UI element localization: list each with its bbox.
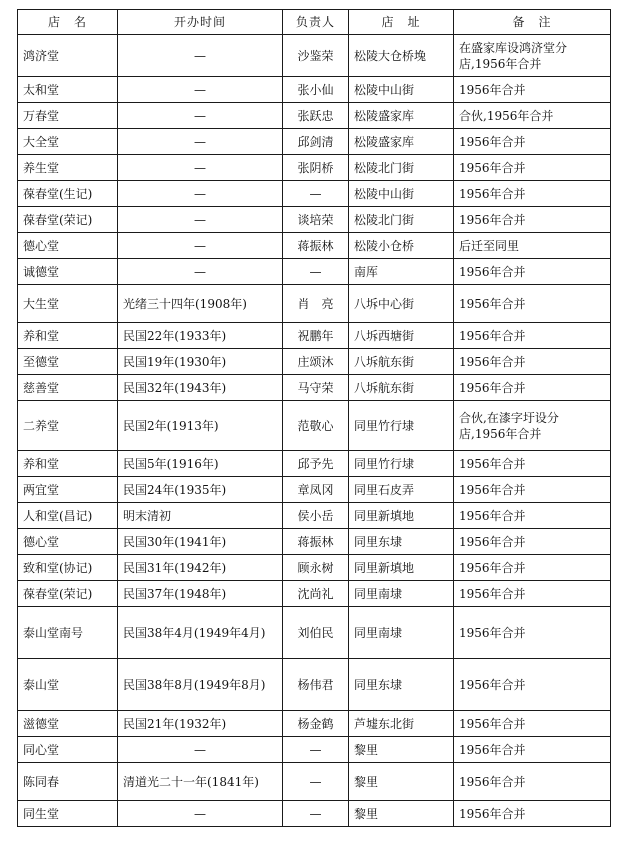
- cell-person: 马守荣: [283, 375, 349, 401]
- table-row: [18, 801, 611, 827]
- cell-person: 顾永树: [283, 555, 349, 581]
- cell-note: 在盛家库设鸿济堂分店,1956年合并: [454, 35, 611, 77]
- cell-name: 葆春堂(荣记): [18, 581, 118, 607]
- cell-note: 1956年合并: [454, 323, 611, 349]
- table-row: [18, 233, 611, 259]
- cell-address: 同里石皮弄: [349, 477, 454, 503]
- table-row: [18, 155, 611, 181]
- cell-person: 祝鹏年: [283, 323, 349, 349]
- table-row: [18, 181, 611, 207]
- cell-time: —: [118, 207, 283, 233]
- cell-address: 松陵小仓桥: [349, 233, 454, 259]
- cell-note: 1956年合并: [454, 607, 611, 659]
- cell-person: —: [283, 801, 349, 827]
- cell-address: 松陵盛家库: [349, 129, 454, 155]
- cell-name: 德心堂: [18, 529, 118, 555]
- cell-time: 民国30年(1941年): [118, 529, 283, 555]
- cell-name: 至德堂: [18, 349, 118, 375]
- cell-address: 南厍: [349, 259, 454, 285]
- cell-name: 万春堂: [18, 103, 118, 129]
- cell-person: 蒋振林: [283, 233, 349, 259]
- table-row: [18, 77, 611, 103]
- cell-time: 民国32年(1943年): [118, 375, 283, 401]
- cell-time: 民国2年(1913年): [118, 401, 283, 451]
- cell-note: 1956年合并: [454, 155, 611, 181]
- cell-time: —: [118, 103, 283, 129]
- cell-time: —: [118, 259, 283, 285]
- cell-person: 范敬心: [283, 401, 349, 451]
- cell-address: 黎里: [349, 763, 454, 801]
- cell-name: 致和堂(协记): [18, 555, 118, 581]
- cell-note: 后迁至同里: [454, 233, 611, 259]
- cell-time: 民国38年4月(1949年4月): [118, 607, 283, 659]
- cell-address: 黎里: [349, 737, 454, 763]
- cell-person: 肖 亮: [283, 285, 349, 323]
- cell-time: 民国21年(1932年): [118, 711, 283, 737]
- cell-address: 芦墟东北街: [349, 711, 454, 737]
- table-row: [18, 103, 611, 129]
- cell-time: 民国37年(1948年): [118, 581, 283, 607]
- cell-note: 1956年合并: [454, 581, 611, 607]
- header-address: 店 址: [349, 10, 454, 35]
- cell-time: —: [118, 77, 283, 103]
- cell-note: 1956年合并: [454, 259, 611, 285]
- pharmacy-table: [17, 9, 611, 827]
- cell-person: 章凤冈: [283, 477, 349, 503]
- table-row: [18, 607, 611, 659]
- cell-note: 1956年合并: [454, 659, 611, 711]
- cell-person: 杨伟君: [283, 659, 349, 711]
- cell-time: 明末清初: [118, 503, 283, 529]
- table-row: [18, 129, 611, 155]
- cell-person: 蒋振林: [283, 529, 349, 555]
- cell-address: 松陵盛家库: [349, 103, 454, 129]
- cell-note: 1956年合并: [454, 77, 611, 103]
- table-row: [18, 503, 611, 529]
- cell-note: 1956年合并: [454, 801, 611, 827]
- cell-note: 1956年合并: [454, 477, 611, 503]
- cell-name: 太和堂: [18, 77, 118, 103]
- cell-person: —: [283, 259, 349, 285]
- cell-name: 慈善堂: [18, 375, 118, 401]
- cell-person: 邱予先: [283, 451, 349, 477]
- table-row: [18, 259, 611, 285]
- cell-time: 光绪三十四年(1908年): [118, 285, 283, 323]
- cell-address: 八坼西塘街: [349, 323, 454, 349]
- cell-person: 邱剑清: [283, 129, 349, 155]
- cell-name: 养和堂: [18, 323, 118, 349]
- cell-note: 1956年合并: [454, 711, 611, 737]
- cell-address: 八坼航东街: [349, 349, 454, 375]
- table-row: [18, 737, 611, 763]
- cell-address: 同里东埭: [349, 659, 454, 711]
- table-row: [18, 659, 611, 711]
- cell-note: 1956年合并: [454, 129, 611, 155]
- cell-address: 同里竹行埭: [349, 451, 454, 477]
- cell-note: 1956年合并: [454, 285, 611, 323]
- header-name: 店 名: [18, 10, 118, 35]
- cell-name: 德心堂: [18, 233, 118, 259]
- table-row: [18, 451, 611, 477]
- cell-address: 松陵北门街: [349, 207, 454, 233]
- cell-person: 刘伯民: [283, 607, 349, 659]
- cell-name: 人和堂(昌记): [18, 503, 118, 529]
- cell-time: —: [118, 233, 283, 259]
- cell-person: 沙鉴荣: [283, 35, 349, 77]
- cell-address: 松陵北门街: [349, 155, 454, 181]
- cell-name: 泰山堂: [18, 659, 118, 711]
- cell-note: 1956年合并: [454, 503, 611, 529]
- cell-person: —: [283, 737, 349, 763]
- table-row: [18, 581, 611, 607]
- cell-time: —: [118, 737, 283, 763]
- table-row: [18, 323, 611, 349]
- cell-time: 民国24年(1935年): [118, 477, 283, 503]
- cell-person: 沈尚礼: [283, 581, 349, 607]
- cell-person: 张阴桥: [283, 155, 349, 181]
- cell-time: 民国38年8月(1949年8月): [118, 659, 283, 711]
- cell-note: 1956年合并: [454, 763, 611, 801]
- cell-address: 同里南埭: [349, 607, 454, 659]
- cell-address: 同里竹行埭: [349, 401, 454, 451]
- table-row: [18, 763, 611, 801]
- cell-person: —: [283, 181, 349, 207]
- cell-note: 1956年合并: [454, 181, 611, 207]
- cell-note: 1956年合并: [454, 737, 611, 763]
- cell-address: 松陵中山街: [349, 181, 454, 207]
- cell-address: 黎里: [349, 801, 454, 827]
- table-row: [18, 375, 611, 401]
- cell-person: 谈培荣: [283, 207, 349, 233]
- cell-address: 同里南埭: [349, 581, 454, 607]
- cell-note: 1956年合并: [454, 349, 611, 375]
- cell-address: 松陵中山街: [349, 77, 454, 103]
- cell-name: 葆春堂(生记): [18, 181, 118, 207]
- cell-name: 葆春堂(荣记): [18, 207, 118, 233]
- cell-address: 八坼中心街: [349, 285, 454, 323]
- cell-name: 诚德堂: [18, 259, 118, 285]
- cell-person: 张小仙: [283, 77, 349, 103]
- cell-address: 同里东埭: [349, 529, 454, 555]
- cell-person: 杨金鹤: [283, 711, 349, 737]
- table-row: [18, 529, 611, 555]
- cell-time: —: [118, 181, 283, 207]
- cell-name: 同心堂: [18, 737, 118, 763]
- header-person: 负责人: [283, 10, 349, 35]
- table-row: [18, 555, 611, 581]
- cell-time: —: [118, 35, 283, 77]
- cell-note: 合伙,1956年合并: [454, 103, 611, 129]
- table-row: [18, 285, 611, 323]
- cell-address: 八坼航东街: [349, 375, 454, 401]
- cell-name: 同生堂: [18, 801, 118, 827]
- cell-name: 陈同春: [18, 763, 118, 801]
- cell-person: —: [283, 763, 349, 801]
- table-row: [18, 711, 611, 737]
- table-row: [18, 35, 611, 77]
- cell-name: 鸿济堂: [18, 35, 118, 77]
- cell-note: 1956年合并: [454, 375, 611, 401]
- cell-name: 滋德堂: [18, 711, 118, 737]
- header-row: [18, 10, 611, 35]
- cell-address: 同里新填地: [349, 503, 454, 529]
- table-row: [18, 207, 611, 233]
- cell-time: 清道光二十一年(1841年): [118, 763, 283, 801]
- cell-note: 1956年合并: [454, 451, 611, 477]
- cell-name: 大全堂: [18, 129, 118, 155]
- cell-name: 养生堂: [18, 155, 118, 181]
- cell-note: 1956年合并: [454, 529, 611, 555]
- cell-time: —: [118, 801, 283, 827]
- cell-time: 民国19年(1930年): [118, 349, 283, 375]
- cell-address: 松陵大仓桥堍: [349, 35, 454, 77]
- cell-time: —: [118, 129, 283, 155]
- cell-name: 二养堂: [18, 401, 118, 451]
- cell-name: 泰山堂南号: [18, 607, 118, 659]
- table-row: [18, 349, 611, 375]
- cell-time: 民国5年(1916年): [118, 451, 283, 477]
- cell-address: 同里新填地: [349, 555, 454, 581]
- cell-time: —: [118, 155, 283, 181]
- header-time: 开办时间: [118, 10, 283, 35]
- cell-person: 侯小岳: [283, 503, 349, 529]
- cell-note: 1956年合并: [454, 207, 611, 233]
- cell-name: 养和堂: [18, 451, 118, 477]
- cell-time: 民国31年(1942年): [118, 555, 283, 581]
- cell-note: 合伙,在漆字圩设分店,1956年合并: [454, 401, 611, 451]
- cell-name: 两宜堂: [18, 477, 118, 503]
- table-row: [18, 401, 611, 451]
- cell-name: 大生堂: [18, 285, 118, 323]
- cell-person: 张跃忠: [283, 103, 349, 129]
- cell-note: 1956年合并: [454, 555, 611, 581]
- table-row: [18, 477, 611, 503]
- cell-time: 民国22年(1933年): [118, 323, 283, 349]
- cell-person: 庄颂沐: [283, 349, 349, 375]
- header-note: 备 注: [454, 10, 611, 35]
